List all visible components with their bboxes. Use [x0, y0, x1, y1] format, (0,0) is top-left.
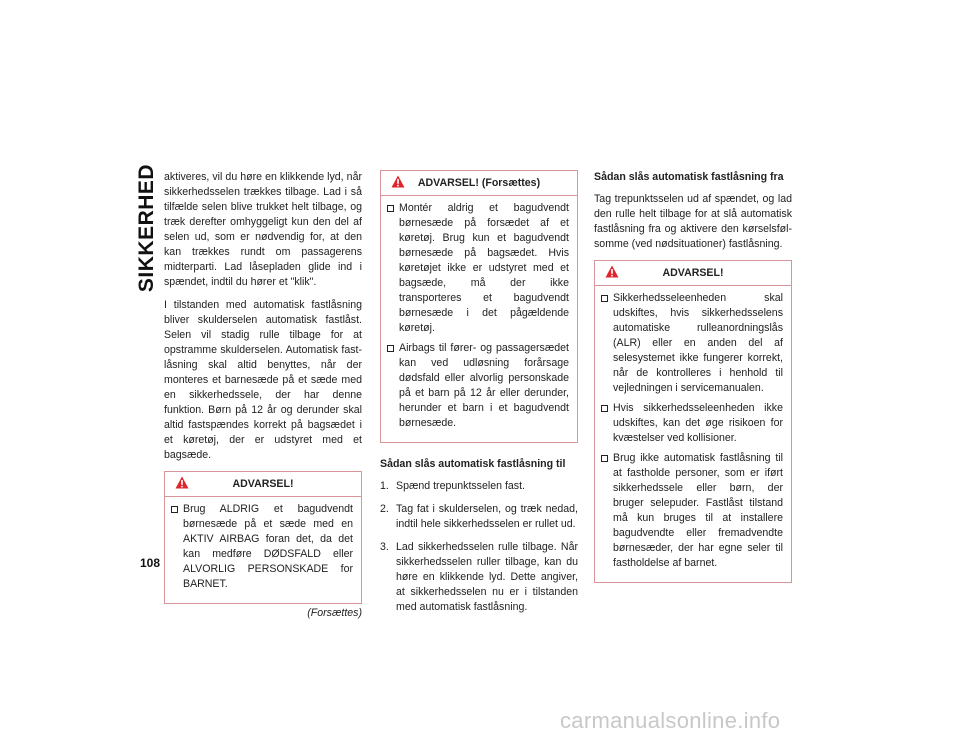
warning-body: [595, 286, 791, 582]
step-number: 2.: [380, 503, 389, 515]
warning-bullet-text: Airbags til fører- og passagersædet kan ved udløsning forårsage dødsfald eller alvorlig personskade på et barn på 12 år eller derunder, herunder et barn i et bagudvendt børnesæde.: [399, 342, 569, 429]
step-text: Spænd trepunktsselen fast.: [396, 480, 525, 492]
warning-bullet: [387, 201, 569, 336]
warning-box: [380, 170, 578, 443]
warning-bullet-text: Sikkerhedsseleenheden skal udskiftes, hvis sikkerhedsselens automatiske rulleanordningslås (ALR) eller en anden del af selesystemet ikke fungerer korrekt, når de kontrolleres i henhold til vejledningen i servicemanualen.: [613, 292, 783, 394]
warning-title: ADVARSEL!: [662, 267, 724, 279]
step-item: [380, 502, 578, 532]
warning-box: [164, 471, 362, 604]
column-2: [380, 170, 578, 623]
warning-bullet: [601, 291, 783, 396]
body-paragraph: I tilstanden med automatisk fastlåsning bliver skulderselen automatisk fastlåst. Selen vil stadig rulle tilbage for at opstramme skulderselen. Automatisk fastlåsning skal altid benyttes, når der monteres et barnesæde på et sæde med en sikkerhedssele, der har denne funktion. Børn på 12 år og derunder skal altid fastspændes korrekt på bagsædet i et køretøj, der er udstyret med et bagsæde.: [164, 299, 362, 461]
step-text: Lad sikkerhedsselen rulle tilbage. Når sikkerhedsselen ruller tilbage, kan du høre en klikkende lyd. Dette angiver, at sikkerhedsselen nu er i tilstanden med automatisk fastlåsning.: [396, 541, 578, 613]
warning-title: ADVARSEL!: [232, 478, 294, 490]
bullet-square-icon: [387, 345, 394, 352]
warning-body: [381, 196, 577, 442]
section-heading: Sådan slås automatisk fastlåsning til: [380, 458, 566, 470]
warning-title: ADVARSEL! (Forsættes): [417, 177, 541, 189]
bullet-square-icon: [601, 455, 608, 462]
warning-header: [165, 472, 361, 497]
step-number: 3.: [380, 541, 389, 553]
column-3: [594, 170, 792, 583]
warning-bullet: [387, 341, 569, 431]
bullet-square-icon: [387, 205, 394, 212]
body-paragraph: Tag trepunktsselen ud af spændet, og lad den rulle helt tilbage for at slå automatisk fastlåsning fra og aktivere den kørselsfølsomme (ved nødsituationer) fastlåsning.: [594, 193, 792, 250]
warning-triangle-icon: [391, 175, 405, 188]
warning-header: [595, 261, 791, 286]
warning-triangle-icon: [605, 265, 619, 278]
continued-note: (Forsættes): [307, 607, 362, 619]
warning-box: [594, 260, 792, 583]
warning-bullet: [171, 502, 353, 592]
section-tab: [133, 163, 161, 292]
section-tab-label: SIKKERHED: [135, 163, 158, 292]
column-1: [164, 170, 362, 621]
warning-bullet-text: Montér aldrig et bagudvendt børnesæde på forsædet af et køretøj. Brug kun et bagudvendt børnesæde på bagsædet. Hvis køretøjet ikke er udstyret med et bagsæde, må der ikke transporteres et bagudvendt børnesæde i det pågældende køretøj.: [399, 202, 569, 334]
warning-bullet-text: Hvis sikkerhedsseleenheden ikke udskiftes, kan det øge risikoen for kvæstelser ved kollisioner.: [613, 402, 783, 444]
bullet-square-icon: [601, 295, 608, 302]
step-text: Tag fat i skulderselen, og træk nedad, indtil hele sikkerhedsselen er rullet ud.: [396, 503, 578, 530]
warning-bullet-text: Brug ALDRIG et bagudvendt børnesæde på et sæde med en AKTIV AIRBAG foran det, da det kan medføre DØDSFALD eller ALVORLIG PERSONSKADE for BARNET.: [183, 503, 353, 590]
body-paragraph: aktiveres, vil du høre en klikkende lyd, når sikkerhedsselen trækkes tilbage. Lad i så tilfælde selen blive trukket helt tilbage, og træk derefter omhyggeligt kun den del af selen ud, som er nødvendig for, at den kan trækkes rundt om passagerens midterparti. Lad låsepladen glide ind i spændet, indtil du hører et "klik".: [164, 171, 362, 288]
warning-body: [165, 497, 361, 603]
bullet-square-icon: [601, 405, 608, 412]
page-number: 108: [140, 556, 161, 570]
warning-triangle-icon: [175, 476, 189, 489]
watermark: carmanualsonline.info: [560, 708, 781, 733]
step-number: 1.: [380, 480, 389, 492]
step-item: [380, 479, 578, 494]
warning-bullet: [601, 451, 783, 571]
step-item: [380, 540, 578, 615]
section-heading: Sådan slås automatisk fastlåsning fra: [594, 171, 784, 183]
warning-header: [381, 171, 577, 196]
steps-list: [380, 479, 578, 615]
warning-bullet-text: Brug ikke automatisk fastlåsning til at fastholde personer, som er iført sikkerhedssele eller børn, der bruger selepuder. Fastlåst tilstand må kun bruges til at installere bagudvendte eller fremadvendte børnesæder, der har egne seler til fastholdelse af barnet.: [613, 452, 783, 569]
warning-bullet: [601, 401, 783, 446]
bullet-square-icon: [171, 506, 178, 513]
